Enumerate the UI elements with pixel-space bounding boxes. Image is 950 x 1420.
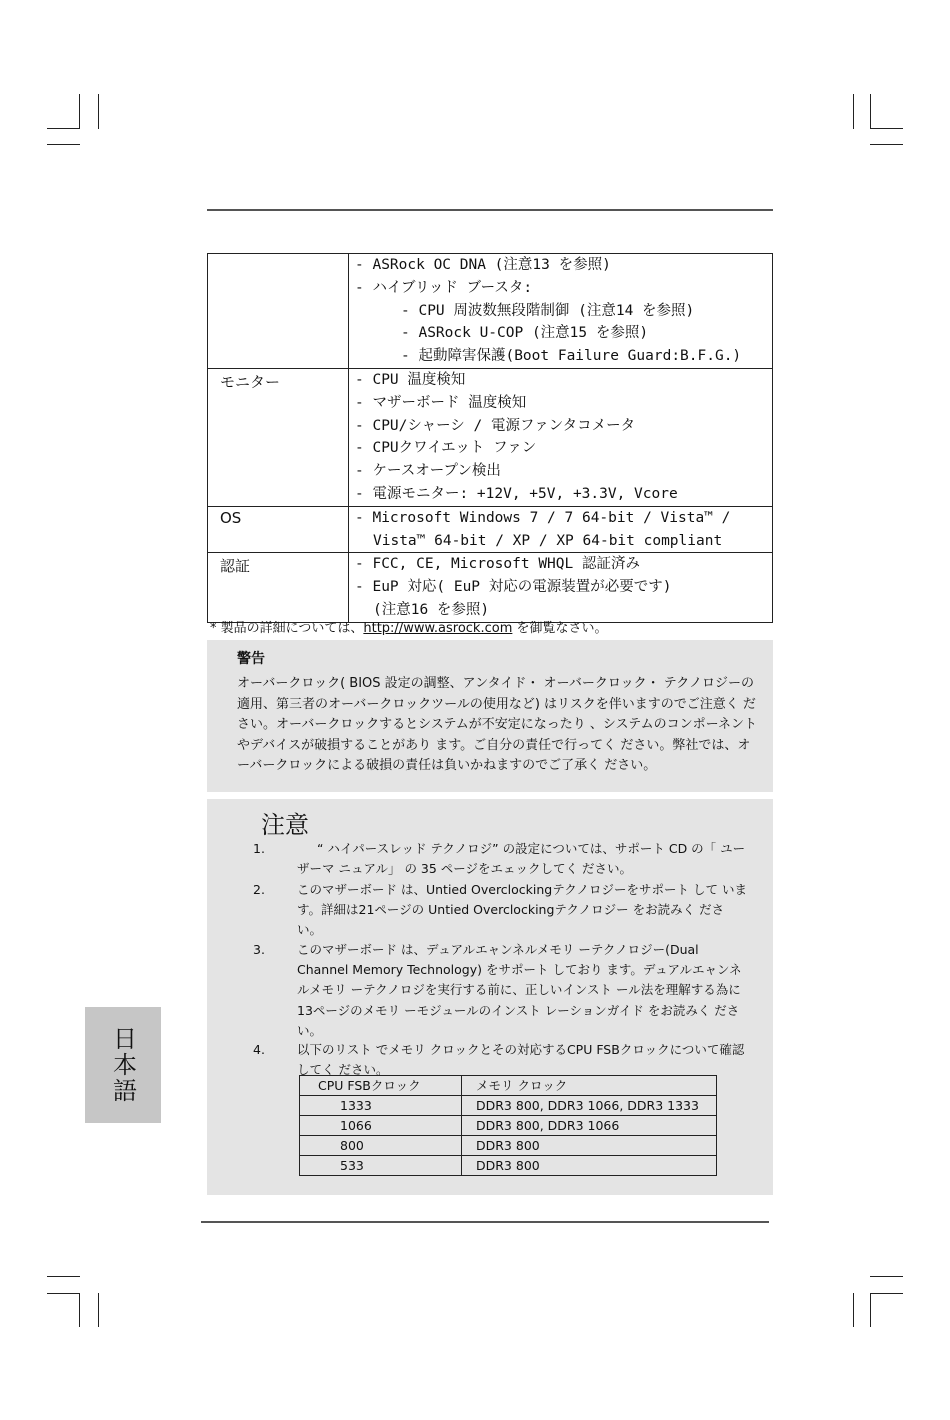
spec-row: [208, 254, 773, 369]
spec-line: - ASRock U-COP (注意15 を参照): [401, 325, 649, 342]
spec-line: - ケースオープン検出: [355, 463, 501, 480]
crop-mark: [853, 1293, 854, 1327]
crop-mark: [870, 1293, 903, 1294]
note-item: [253, 880, 747, 941]
fsb-cell: 1066: [300, 1116, 462, 1136]
footnote-prefix: * 製品の詳細については、: [210, 621, 364, 636]
spec-line: - マザーボード 温度検知: [355, 394, 527, 411]
fsb-cell: 533: [300, 1156, 462, 1176]
crop-mark: [79, 1293, 80, 1327]
footer-rule: [201, 1221, 769, 1223]
website-link[interactable]: http://www.asrock.com: [363, 621, 513, 636]
spec-row: [208, 553, 773, 622]
spec-table: [207, 253, 773, 623]
spec-label: 認証: [208, 553, 349, 622]
spec-line: - CPU/シャーシ / 電源ファンタコメータ: [355, 417, 636, 434]
spec-line: Vista™ 64-bit / XP / XP 64-bit compliant: [373, 532, 723, 549]
note-item: [253, 940, 747, 1041]
spec-label: [208, 254, 349, 369]
table-row: [300, 1136, 717, 1156]
note-item-text: “ ハイパースレッド テクノロジ” の設定については、サポート CD の「 ユーザーマ ニュアル」 の 35 ページをエェックしてく ださい。: [297, 841, 746, 877]
crop-mark: [853, 94, 854, 129]
spec-label: モニター: [208, 368, 349, 506]
spec-row: [208, 368, 773, 506]
memory-clock-table: [299, 1075, 717, 1176]
spec-label: OS: [208, 506, 349, 553]
spec-items: [349, 368, 773, 506]
note-item-number: 3.: [253, 942, 265, 957]
crop-mark: [47, 144, 80, 145]
warning-text: オーバークロック( BIOS 設定の調整、アンタイド・ オーバークロック・ テクノロジーの適用、第三者のオーバークロックツールの使用など) はリスクを伴いますのでご注意く ださい。オーバークロックするとシステムが不安定になったり 、システムのコンポーネント やデバイスが破損することがあり ます。ご自分の責任で行ってく ださい。弊社では、オーバークロックによる破損の責任は負いかねますのでご了承く ださい。: [237, 676, 757, 773]
spec-line: (注意16 を参照): [373, 601, 490, 618]
crop-mark: [870, 94, 871, 129]
crop-mark: [98, 1293, 99, 1327]
spec-line: - CPU 周波数無段階制御 (注意14 を参照): [401, 302, 695, 319]
table-row: [300, 1096, 717, 1116]
spec-items: [349, 553, 773, 622]
crop-mark: [98, 94, 99, 129]
warning-box: [207, 640, 773, 792]
spec-line: - EuP 対応( EuP 対応の電源装置が必要です): [355, 579, 672, 596]
note-title: 注意: [261, 811, 309, 839]
crop-mark: [47, 128, 80, 129]
note-item-number: 4.: [253, 1042, 265, 1057]
warning-title: 警告: [237, 651, 265, 667]
spec-line: - FCC, CE, Microsoft WHQL 認証済み: [355, 556, 640, 573]
spec-line: - 起動障害保護(Boot Failure Guard:B.F.G.): [401, 348, 742, 365]
header-cpu-fsb: CPU FSBクロック: [300, 1076, 462, 1096]
note-item-number: 1.: [253, 841, 265, 856]
fsb-cell: 800: [300, 1136, 462, 1156]
language-tab: [85, 1007, 161, 1123]
header-rule: [207, 209, 773, 211]
fsb-cell: 1333: [300, 1096, 462, 1116]
spec-line: - Microsoft Windows 7 / 7 64-bit / Vista™ /: [355, 509, 731, 526]
note-item-text: 以下のリスト でメモリ クロックとその対応するCPU FSBクロックについて確認してく ださい。: [297, 1042, 745, 1078]
note-item: [253, 839, 747, 879]
language-tab-label: 日本語: [108, 1026, 137, 1104]
footnote-suffix: を御覧なさい。: [512, 621, 608, 636]
spec-items: [349, 254, 773, 369]
spec-line: - CPUクワイエット ファン: [355, 440, 537, 457]
crop-mark: [870, 144, 903, 145]
note-box: [207, 799, 773, 1195]
note-item-text: このマザーボード は、デュアルエャンネルメモリ ーテクノロジー(Dual Channel Memory Technology) をサポート しており ます。デュアルエャンネルメモリ ーテクノロジを実行する前に、正しいインスト ール法を理解する為に13ページのメモリ ーモジュールのインスト レーションガイド をお読みく ださい。: [297, 942, 742, 1038]
spec-line: - ハイブリッド ブースタ:: [355, 279, 533, 296]
crop-mark: [870, 1276, 903, 1277]
crop-mark: [47, 1293, 80, 1294]
memory-cell: DDR3 800, DDR3 1066, DDR3 1333: [462, 1096, 717, 1116]
spec-line: - CPU 温度検知: [355, 371, 466, 388]
spec-items: [349, 506, 773, 553]
memory-cell: DDR3 800, DDR3 1066: [462, 1116, 717, 1136]
note-item-number: 2.: [253, 882, 265, 897]
memory-table-header: [300, 1076, 717, 1096]
memory-cell: DDR3 800: [462, 1156, 717, 1176]
crop-mark: [870, 1293, 871, 1327]
table-row: [300, 1116, 717, 1136]
footnote: [210, 617, 608, 636]
spec-line: - 電源モニター: +12V, +5V, +3.3V, Vcore: [355, 485, 678, 502]
memory-cell: DDR3 800: [462, 1136, 717, 1156]
spec-line: - ASRock OC DNA (注意13 を参照): [355, 257, 611, 273]
crop-mark: [79, 94, 80, 129]
crop-mark: [870, 128, 903, 129]
crop-mark: [47, 1276, 80, 1277]
table-row: [300, 1156, 717, 1176]
note-item-text: このマザーボード は、Untied Overclockingテクノロジーをサポート して います。詳細は21ページの Untied Overclockingテクノロジー をお読みく ださい。: [297, 882, 747, 938]
header-memory-clock: メモリ クロック: [462, 1076, 717, 1096]
spec-row: [208, 506, 773, 553]
